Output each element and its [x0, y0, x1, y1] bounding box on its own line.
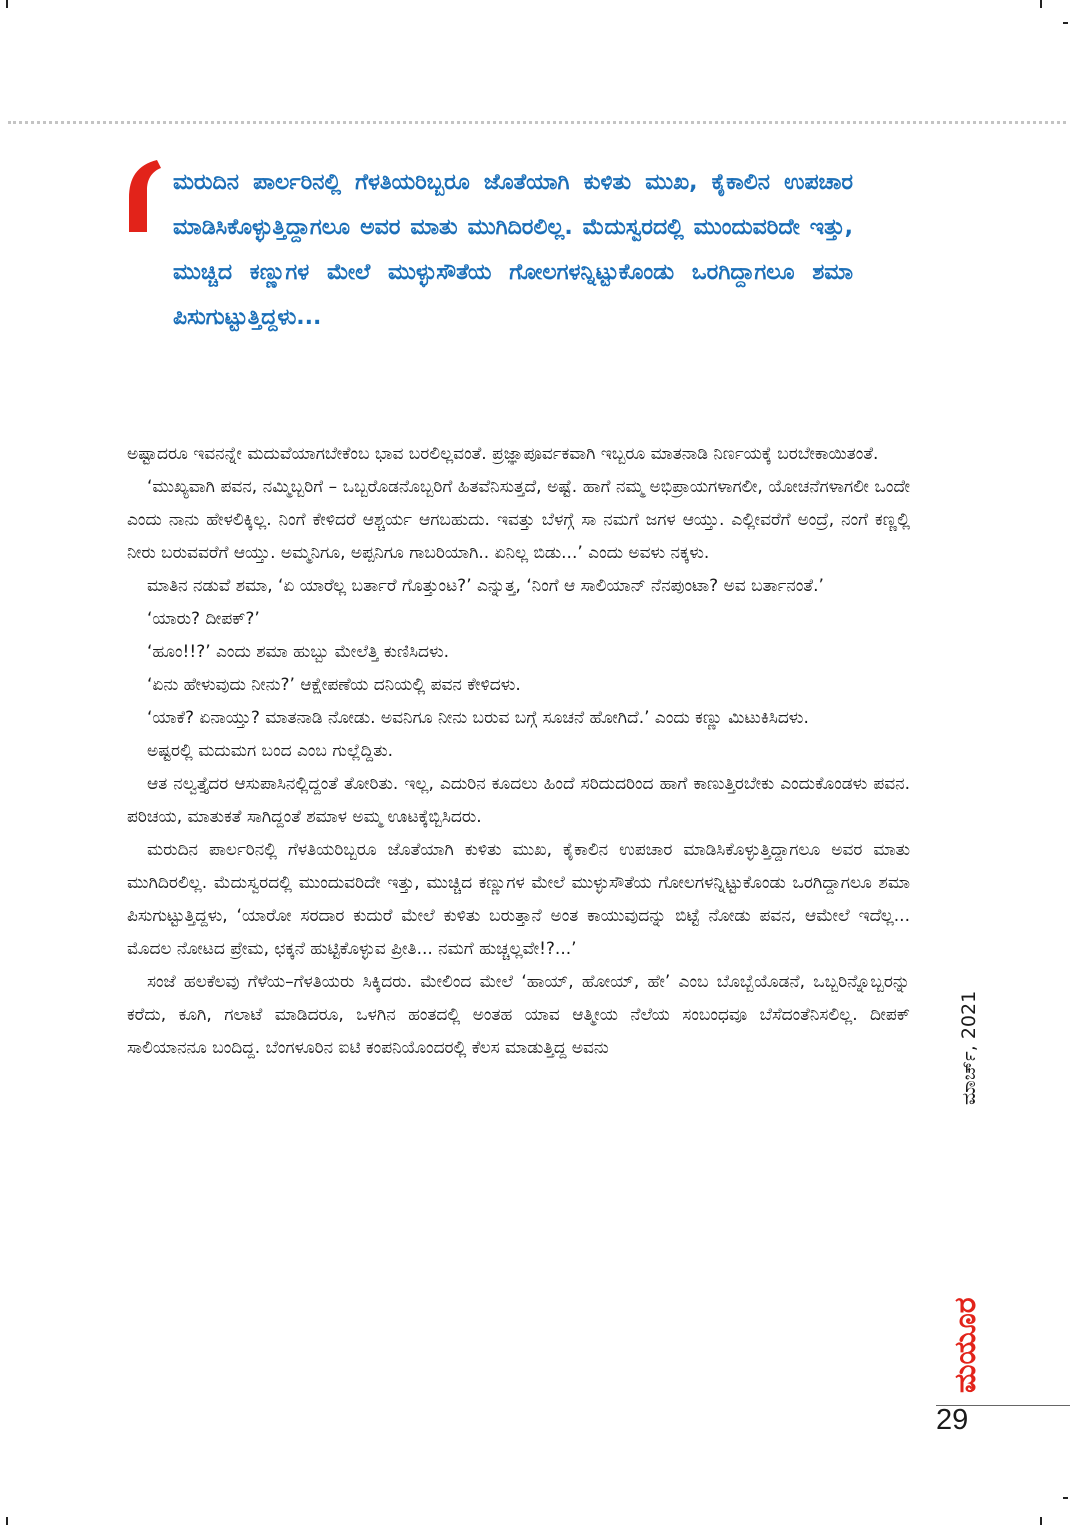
body-paragraph: ‘ಯಾಕೆ? ಏನಾಯ್ತು? ಮಾತನಾಡಿ ನೋಡು. ಅವನಿಗೂ ನೀನು ಬರುವ ಬಗ್ಗೆ ಸೂಚನೆ ಹೋಗಿದೆ.’ ಎಂದು ಕಣ್ಣು ಮಿಟುಕಿಸಿದಳು. [147, 708, 809, 728]
magazine-logo: ಮಯೂರ [948, 1297, 983, 1393]
crop-mark-right-upper [1063, 22, 1068, 24]
crop-mark-bottom-right [1040, 1517, 1042, 1525]
body-paragraph: ‘ಯಾರು? ದೀಪಕ್?’ [147, 609, 260, 629]
crop-mark-right-lower [1063, 1497, 1068, 1499]
pull-quote-text: ಮರುದಿನ ಪಾರ್ಲರಿನಲ್ಲಿ ಗೆಳತಿಯರಿಬ್ಬರೂ ಜೊತೆಯಾಗಿ ಕುಳಿತು ಮುಖ, ಕೈಕಾಲಿನ ಉಪಚಾರ ಮಾಡಿಸಿಕೊಳ್ಳುತ್ತಿದ್ದಾಗಲೂ ಅವರ ಮಾತು ಮುಗಿದಿರಲಿಲ್ಲ. ಮೆದುಸ್ವರದಲ್ಲಿ ಮುಂದುವರಿದೇ ಇತ್ತು, ಮುಚ್ಚಿದ ಕಣ್ಣುಗಳ ಮೇಲೆ ಮುಳ್ಳುಸೌತೆಯ ಗೋಲಗಳನ್ನಿಟ್ಟುಕೊಂಡು ಒರಗಿದ್ದಾಗಲೂ ಶಮಾ ಪಿಸುಗುಟ್ಟುತ್ತಿದ್ದಳು... [173, 170, 853, 330]
body-paragraph: ಅಷ್ಟಾದರೂ ಇವನನ್ನೇ ಮದುವೆಯಾಗಬೇಕೆಂಬ ಭಾವ ಬರಲಿಲ್ಲವಂತೆ. ಪ್ರಜ್ಞಾಪೂರ್ವಕವಾಗಿ ಇಬ್ಬರೂ ಮಾತನಾಡಿ ನಿರ್ಣಯಕ್ಕೆ ಬರಬೇಕಾಯಿತಂತೆ. [127, 444, 879, 464]
body-paragraph: ‘ಹೂಂ!!?’ ಎಂದು ಶಮಾ ಹುಬ್ಬು ಮೇಲೆತ್ತಿ ಕುಣಿಸಿದಳು. [147, 642, 450, 662]
crop-mark-top-right [1040, 0, 1042, 8]
body-paragraph: ಮರುದಿನ ಪಾರ್ಲರಿನಲ್ಲಿ ಗೆಳತಿಯರಿಬ್ಬರೂ ಜೊತೆಯಾಗಿ ಕುಳಿತು ಮುಖ, ಕೈಕಾಲಿನ ಉಪಚಾರ ಮಾಡಿಸಿಕೊಳ್ಳುತ್ತಿದ್ದಾಗಲೂ ಅವರ ಮಾತು ಮುಗಿದಿರಲಿಲ್ಲ. ಮೆದುಸ್ವರದಲ್ಲಿ ಮುಂದುವರಿದೇ ಇತ್ತು, ಮುಚ್ಚಿದ ಕಣ್ಣುಗಳ ಮೇಲೆ ಮುಳ್ಳುಸೌತೆಯ ಗೋಲಗಳನ್ನಿಟ್ಟುಕೊಂಡು ಒರಗಿದ್ದಾಗಲೂ ಶಮಾ ಪಿಸುಗುಟ್ಟುತ್ತಿದ್ದಳು, ‘ಯಾರೋ ಸರದಾರ ಕುದುರೆ ಮೇಲೆ ಕುಳಿತು ಬರುತ್ತಾನೆ ಅಂತ ಕಾಯುವುದನ್ನು ಬಿಟ್ಟೆ ನೋಡು ಪವನ, ಆಮೇಲೆ ಇದೆಲ್ಲ... ಮೊದಲ ನೋಟದ ಪ್ರೇಮ, ಛಕ್ಕನೆ ಹುಟ್ಟಿಕೊಳ್ಳುವ ಪ್ರೀತಿ... ನಮಗೆ ಹುಚ್ಚಲ್ಲವೇ!?...’ [127, 840, 910, 959]
body-paragraph: ಆತ ನಲ್ವತ್ತೈದರ ಆಸುಪಾಸಿನಲ್ಲಿದ್ದಂತೆ ತೋರಿತು. ಇಲ್ಲ, ಎದುರಿನ ಕೂದಲು ಹಿಂದೆ ಸರಿದುದರಿಂದ ಹಾಗೆ ಕಾಣುತ್ತಿರಬೇಕು ಎಂದುಕೊಂಡಳು ಪವನ. ಪರಿಚಯ, ಮಾತುಕತೆ ಸಾಗಿದ್ದಂತೆ ಶಮಾಳ ಅಮ್ಮ ಊಟಕ್ಕೆಬ್ಬಿಸಿದರು. [127, 774, 910, 827]
article-body [127, 438, 910, 1065]
header-dotted-rule [8, 121, 1066, 124]
quote-mark-icon [125, 160, 167, 232]
page-number: 29 [936, 1404, 969, 1436]
pull-quote [125, 160, 855, 340]
body-paragraph: ‘ಮುಖ್ಯವಾಗಿ ಪವನ, ನಮ್ಮಿಬ್ಬರಿಗೆ – ಒಬ್ಬರೊಡನೊಬ್ಬರಿಗೆ ಹಿತವೆನಿಸುತ್ತದೆ, ಅಷ್ಟೆ. ಹಾಗೆ ನಮ್ಮ ಅಭಿಪ್ರಾಯಗಳಾಗಲೀ, ಯೋಚನೆಗಳಾಗಲೀ ಒಂದೇ ಎಂದು ನಾನು ಹೇಳಲಿಕ್ಕಿಲ್ಲ. ನಿಂಗೆ ಕೇಳಿದರೆ ಆಶ್ಚರ್ಯ ಆಗಬಹುದು. ಇವತ್ತು ಬೆಳಗ್ಗೆ ಸಾ ನಮಗೆ ಜಗಳ ಆಯ್ತು. ಎಲ್ಲೀವರೆಗೆ ಅಂದ್ರೆ, ನಂಗೆ ಕಣ್ಣಲ್ಲಿ ನೀರು ಬರುವವರೆಗೆ ಆಯ್ತು. ಅಮ್ಮನಿಗೂ, ಅಪ್ಪನಿಗೂ ಗಾಬರಿಯಾಗಿ.. ಏನಿಲ್ಲ ಬಿಡು...’ ಎಂದು ಅವಳು ನಕ್ಕಳು. [127, 477, 910, 563]
crop-mark-bottom-left [6, 1517, 8, 1525]
body-paragraph: ಸಂಜೆ ಹಲಕೆಲವು ಗೆಳೆಯ–ಗೆಳತಿಯರು ಸಿಕ್ಕಿದರು. ಮೇಲಿಂದ ಮೇಲೆ ‘ಹಾಯ್, ಹೋಯ್, ಹೇ’ ಎಂಬ ಬೊಬ್ಬೆಯೊಡನೆ, ಒಬ್ಬರಿನ್ನೊಬ್ಬರನ್ನು ಕರೆದು, ಕೂಗಿ, ಗಲಾಟೆ ಮಾಡಿದರೂ, ಒಳಗಿನ ಹಂತದಲ್ಲಿ ಅಂತಹ ಯಾವ ಆತ್ಮೀಯ ನೆಲೆಯ ಸಂಬಂಧವೂ ಬೆಸೆದಂತೆನಿಸಲಿಲ್ಲ. ದೀಪಕ್ ಸಾಲಿಯಾನನೂ ಬಂದಿದ್ದ. ಬೆಂಗಳೂರಿನ ಐಟಿ ಕಂಪನಿಯೊಂದರಲ್ಲಿ ಕೆಲಸ ಮಾಡುತ್ತಿದ್ದ ಅವನು [127, 972, 910, 1058]
issue-date: ಮಾರ್ಚ್, 2021 [958, 990, 980, 1105]
crop-mark-top-left [6, 0, 8, 8]
body-paragraph: ಮಾತಿನ ನಡುವೆ ಶಮಾ, ‘ಏ ಯಾರೆಲ್ಲ ಬರ್ತಾರೆ ಗೊತ್ತುಂಟ?’ ಎನ್ನುತ್ತ, ‘ನಿಂಗೆ ಆ ಸಾಲಿಯಾನ್ ನೆನಪುಂಟಾ? ಅವ ಬರ್ತಾನಂತೆ.’ [147, 576, 824, 596]
body-paragraph: ಅಷ್ಟರಲ್ಲಿ ಮದುಮಗ ಬಂದ ಎಂಬ ಗುಲ್ಲೆದ್ದಿತು. [147, 741, 394, 761]
body-paragraph: ‘ಏನು ಹೇಳುವುದು ನೀನು?’ ಆಕ್ಷೇಪಣೆಯ ದನಿಯಲ್ಲಿ ಪವನ ಕೇಳಿದಳು. [147, 675, 521, 695]
